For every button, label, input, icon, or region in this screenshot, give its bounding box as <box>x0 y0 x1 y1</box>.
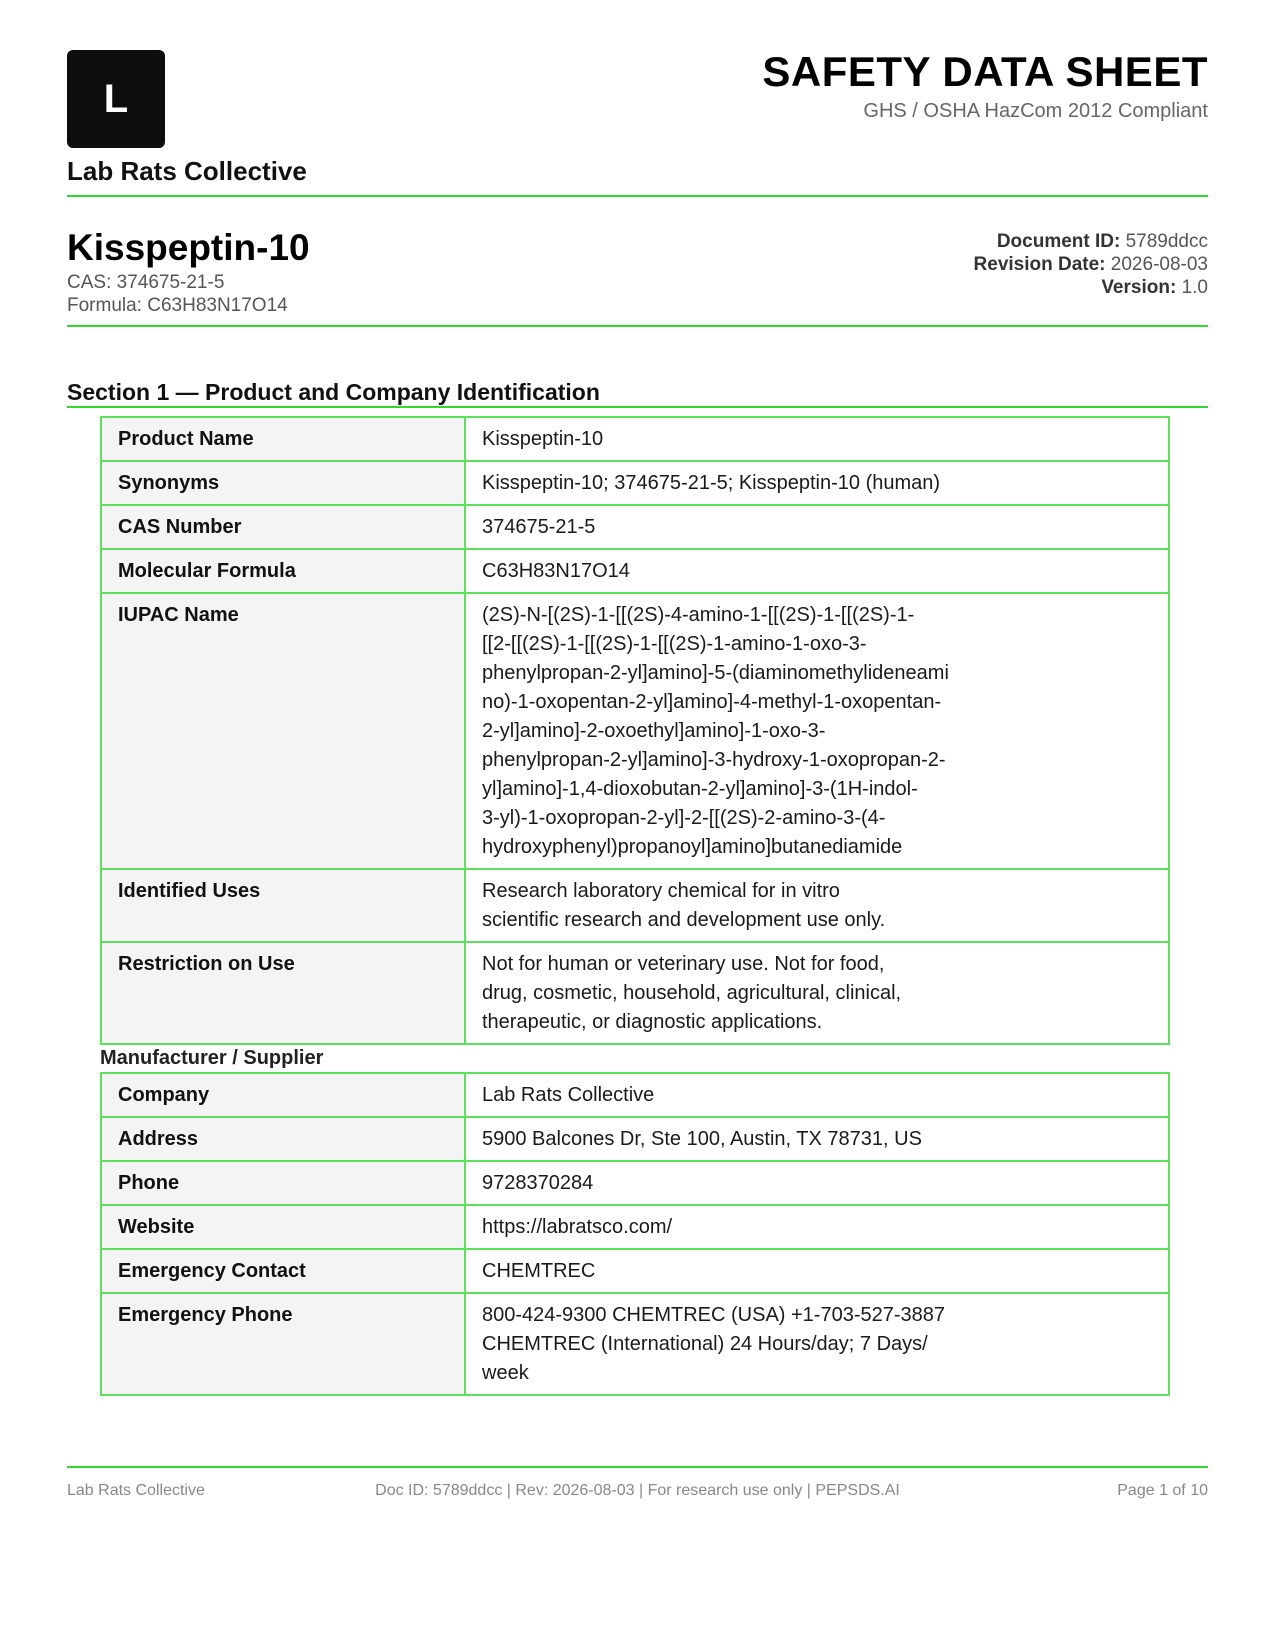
doc-id-value: 5789ddcc <box>1125 231 1208 252</box>
table-row <box>101 417 1169 461</box>
table-row <box>101 1117 1169 1161</box>
version-value: 1.0 <box>1181 277 1208 298</box>
manufacturer-title: Manufacturer / Supplier <box>100 1047 324 1069</box>
revision-value: 2026-08-03 <box>1110 254 1208 275</box>
row-value: CHEMTREC <box>465 1249 1169 1293</box>
row-label: Address <box>101 1117 465 1161</box>
row-value: 800-424-9300 CHEMTREC (USA) +1-703-527-3887 CHEMTREC (International) 24 Hours/day; 7 Days/ week <box>465 1293 1169 1395</box>
table-row <box>101 461 1169 505</box>
doc-id-label: Document ID: <box>996 231 1121 252</box>
manufacturer-table <box>100 1072 1170 1396</box>
table-row <box>101 505 1169 549</box>
product-divider <box>67 325 1208 327</box>
table-row <box>101 593 1169 869</box>
row-value: Lab Rats Collective <box>465 1073 1169 1117</box>
table-row <box>101 942 1169 1044</box>
revision-label: Revision Date: <box>973 254 1106 275</box>
company-name: Lab Rats Collective <box>67 156 307 186</box>
row-value: Kisspeptin-10 <box>465 417 1169 461</box>
table-row <box>101 869 1169 942</box>
row-label: Identified Uses <box>101 869 465 942</box>
table-row <box>101 549 1169 593</box>
row-label: Website <box>101 1205 465 1249</box>
row-label: Phone <box>101 1161 465 1205</box>
table-row <box>101 1161 1169 1205</box>
row-label: Emergency Contact <box>101 1249 465 1293</box>
identification-table <box>100 416 1170 1045</box>
version-line <box>974 276 1208 299</box>
footer-divider <box>67 1466 1208 1468</box>
product-formula: Formula: C63H83N17O14 <box>67 295 288 316</box>
row-value: Kisspeptin-10; 374675-21-5; Kisspeptin-10 (human) <box>465 461 1169 505</box>
row-label: Restriction on Use <box>101 942 465 1044</box>
table-row <box>101 1205 1169 1249</box>
row-value: Not for human or veterinary use. Not for food, drug, cosmetic, household, agricultural, clinical, therapeutic, or diagnostic applications. <box>465 942 1169 1044</box>
row-value: 9728370284 <box>465 1161 1169 1205</box>
row-value: Research laboratory chemical for in vitro scientific research and development use only. <box>465 869 1169 942</box>
row-label: Product Name <box>101 417 465 461</box>
row-label: Synonyms <box>101 461 465 505</box>
row-value: 5900 Balcones Dr, Ste 100, Austin, TX 78731, US <box>465 1117 1169 1161</box>
footer-page-number: Page 1 of 10 <box>1117 1482 1208 1499</box>
row-label: Company <box>101 1073 465 1117</box>
footer-doc-info: Doc ID: 5789ddcc | Rev: 2026-08-03 | For research use only | PEPSDS.AI <box>375 1482 900 1499</box>
row-value: C63H83N17O14 <box>465 549 1169 593</box>
product-cas: CAS: 374675-21-5 <box>67 272 225 293</box>
version-label: Version: <box>1101 277 1177 298</box>
table-row <box>101 1249 1169 1293</box>
row-label: Molecular Formula <box>101 549 465 593</box>
row-value: 374675-21-5 <box>465 505 1169 549</box>
logo-letter: L <box>103 76 129 121</box>
section-1-title: Section 1 — Product and Company Identification <box>67 379 600 405</box>
section-1-divider <box>67 406 1208 408</box>
table-row <box>101 1293 1169 1395</box>
row-label: IUPAC Name <box>101 593 465 869</box>
row-value: (2S)-N-[(2S)-1-[[(2S)-4-amino-1-[[(2S)-1-[[(2S)-1- [[2-[[(2S)-1-[[(2S)-1-[[(2S)-1-amino-1-oxo-3- phenylpropan-2-yl]amino]-5-(diaminomethylideneami no)-1-oxopentan-2-yl]amino]-4-methyl-1-oxopentan- 2-yl]amino]-2-oxoethyl]amino]-1-oxo-3- phenylpropan-2-yl]amino]-3-hydroxy-1-oxopropan-2- yl]amino]-1,4-dioxobutan-2-yl]amino]-3-(1H-indol- 3-yl)-1-oxopropan-2-yl]-2-[[(2S)-2-amino-3-(4- hydroxyphenyl)propanoyl]amino]butanediamide <box>465 593 1169 869</box>
row-value: https://labratsco.com/ <box>465 1205 1169 1249</box>
document-title: SAFETY DATA SHEET <box>762 48 1208 95</box>
document-meta <box>974 230 1208 299</box>
footer-company: Lab Rats Collective <box>67 1482 205 1499</box>
header-divider <box>67 195 1208 197</box>
document-subtitle: GHS / OSHA HazCom 2012 Compliant <box>863 100 1208 122</box>
company-logo <box>67 50 165 148</box>
revision-line <box>974 253 1208 276</box>
product-name: Kisspeptin-10 <box>67 227 310 268</box>
doc-id-line <box>974 230 1208 253</box>
row-label: Emergency Phone <box>101 1293 465 1395</box>
table-row <box>101 1073 1169 1117</box>
row-label: CAS Number <box>101 505 465 549</box>
